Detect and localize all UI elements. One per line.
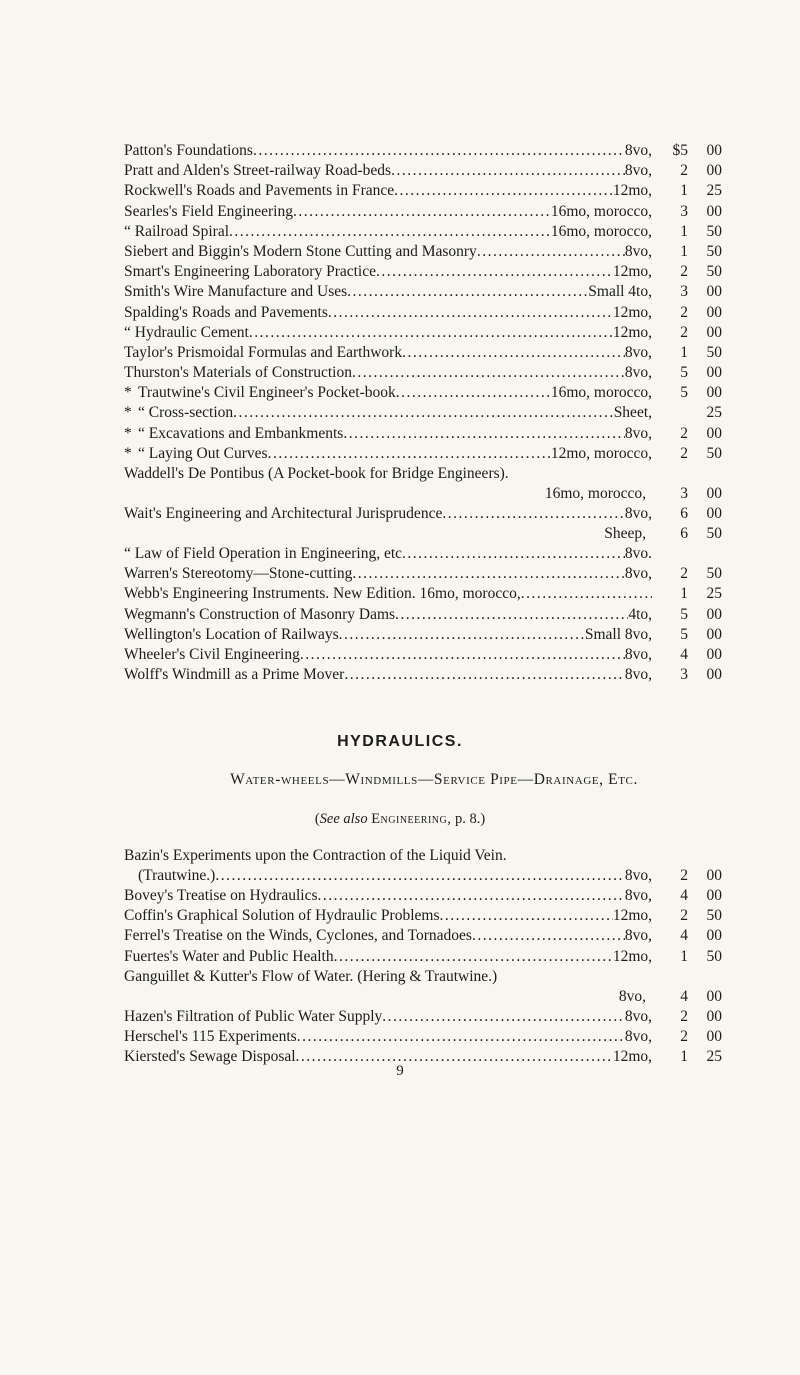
entry-format: 8vo,: [624, 645, 652, 663]
entry-title: * “ Cross-section: [124, 403, 233, 423]
entry-price: 1 25: [680, 585, 722, 603]
entry-price: 4 00: [680, 887, 722, 904]
entry-price: [664, 544, 744, 564]
entry-format: 8vo,: [618, 988, 646, 1006]
entry-price: 2 50: [680, 444, 722, 462]
entry-title: Bazin's Experiments upon the Contraction of the Liquid Vein.: [124, 847, 507, 864]
entry-format: 16mo, morocco,: [550, 222, 652, 240]
entry-row: [124, 625, 744, 645]
entry-title: Herschel's 115 Experiments: [124, 1028, 297, 1046]
entry-price: $5 00: [672, 142, 722, 159]
entry-row: [124, 323, 744, 343]
entry-format: 16mo, morocco,: [550, 384, 652, 402]
entry-row: [124, 564, 744, 584]
entry-format: 12mo,: [612, 1048, 652, 1066]
entry-price: 3 00: [680, 283, 722, 301]
entry-price: 3 00: [680, 666, 722, 684]
entry-title: Siebert and Biggin's Modern Stone Cutting and Masonry: [124, 242, 477, 260]
entry-price: 6 00: [680, 505, 722, 522]
entry-title: Ferrel's Treatise on the Winds, Cyclones, and Tornadoes: [124, 927, 472, 945]
entry-row: [124, 161, 744, 181]
entry-row: [124, 282, 744, 302]
entry-row: [124, 202, 744, 222]
entry-title: Bovey's Treatise on Hydraulics: [124, 887, 318, 904]
hydraulics-list-continued: [124, 1007, 744, 1068]
entry-format: 8vo,: [624, 1028, 652, 1046]
entry-price: 1 50: [680, 242, 722, 260]
section-subheading: Water-wheels—Windmills—Service Pipe—Drainage, Etc.: [230, 771, 638, 788]
entry-format-line: [124, 484, 744, 504]
entry-format: 16mo, morocco,: [544, 485, 646, 503]
entry-format: 8vo,: [624, 927, 652, 945]
entry-row: [124, 222, 744, 242]
entry-price: 1 50: [680, 947, 722, 965]
entry-title: Ganguillet & Kutter's Flow of Water. (Hering & Trautwine.): [124, 968, 498, 985]
entry-price: 5 00: [680, 384, 722, 402]
entry-title: * “ Laying Out Curves: [124, 444, 268, 464]
entry-price: 2 50: [680, 565, 722, 583]
entry-title: * “ Excavations and Embankments: [124, 424, 343, 444]
waddell-entry: [124, 464, 744, 504]
entry-row: [124, 947, 744, 967]
entry-subtitle: (Trautwine.): [138, 867, 216, 885]
entry-title-line: [124, 846, 744, 866]
entry-price: 1 25: [680, 1048, 722, 1066]
entry-format: 12mo,: [612, 907, 652, 925]
entry-title: Waddell's De Pontibus (A Pocket-book for Bridge Engineers).: [124, 465, 509, 482]
entry-row: [124, 866, 744, 886]
entry-row: [124, 403, 744, 423]
entry-title: Wolff's Windmill as a Prime Mover: [124, 666, 345, 684]
entry-price: 5 00: [680, 364, 722, 382]
entry-format: 12mo,: [612, 263, 652, 281]
entry-format: 8vo,: [624, 565, 652, 583]
entry-price: 3 00: [680, 485, 722, 503]
entry-format: 8vo,: [624, 666, 652, 684]
entry-price: 5 00: [680, 625, 722, 643]
entry-price: 1 50: [680, 222, 722, 240]
entry-title: Rockwell's Roads and Pavements in France: [124, 182, 395, 200]
entry-title: Coffin's Graphical Solution of Hydraulic Problems: [124, 907, 440, 925]
entry-price: 5 00: [680, 605, 722, 623]
entry-title: Patton's Foundations: [124, 142, 253, 159]
entry-price: 3 00: [680, 202, 722, 220]
entry-row: [124, 886, 744, 906]
entry-row: [124, 343, 744, 363]
entry-row: [124, 504, 744, 524]
entry-row: [124, 665, 744, 685]
entry-format: 12mo,: [612, 323, 652, 341]
entry-row: [124, 906, 744, 926]
entry-title: * Trautwine's Civil Engineer's Pocket-book: [124, 383, 396, 403]
entry-title: Smart's Engineering Laboratory Practice: [124, 263, 376, 281]
asterisk-mark: *: [124, 424, 132, 442]
entry-row: [124, 424, 744, 444]
entry-format: 8vo,: [624, 364, 652, 382]
entry-format: 8vo,: [624, 505, 652, 522]
entry-title: Wegmann's Construction of Masonry Dams: [124, 605, 396, 623]
entry-title: Webb's Engineering Instruments. New Edition. 16mo, morocco,: [124, 585, 521, 603]
entry-format: 12mo, morocco,: [550, 444, 652, 462]
entry-price: 2 50: [680, 263, 722, 281]
entry-title: Searles's Field Engineering: [124, 202, 293, 220]
engineering-list: [124, 141, 744, 464]
entry-row: [124, 363, 744, 383]
entry-title: Kiersted's Sewage Disposal: [124, 1048, 296, 1066]
entry-title: Wheeler's Civil Engineering: [124, 645, 300, 663]
entry-format: 12mo,: [612, 182, 652, 200]
entry-price: 2 50: [680, 907, 722, 925]
entry-row: [124, 926, 744, 946]
entry-row: [124, 242, 744, 262]
entry-price: 2 00: [680, 303, 722, 321]
entry-price: 1 50: [680, 343, 722, 361]
entry-row: [124, 544, 744, 564]
entry-format: 8vo,: [624, 867, 652, 885]
entry-price: 2 00: [680, 867, 722, 885]
entry-format: 4to,: [628, 605, 652, 623]
entry-price: 25: [706, 404, 722, 422]
page-number: 9: [396, 1063, 404, 1079]
engineering-list-continued: [124, 544, 744, 685]
entry-format: Small 8vo,: [584, 625, 652, 643]
entry-row: [124, 303, 744, 323]
entry-price: 1 25: [680, 182, 722, 200]
cross-reference-note: (See also Engineering, p. 8.): [314, 811, 486, 827]
entry-title: Hazen's Filtration of Public Water Supply: [124, 1008, 383, 1025]
entry-row: [124, 181, 744, 201]
entry-format: 8vo,: [624, 242, 652, 260]
entry-price: 6 50: [680, 525, 722, 543]
entry-format: Sheep,: [604, 525, 646, 543]
entry-row: [124, 141, 744, 161]
entry-row: [124, 605, 744, 625]
entry-title: “ Law of Field Operation in Engineering, etc: [124, 545, 403, 562]
entry-row: [124, 584, 744, 604]
bazin-entry: [124, 846, 744, 886]
asterisk-mark: *: [124, 384, 132, 402]
entry-price: 4 00: [680, 645, 722, 663]
entry-format: 12mo,: [612, 947, 652, 965]
entry-title: Pratt and Alden's Street-railway Road-beds: [124, 162, 392, 180]
entry-format: 8vo,: [624, 887, 652, 904]
entry-title: “ Railroad Spiral: [124, 222, 230, 240]
asterisk-mark: *: [124, 404, 132, 422]
entry-price: 2 00: [680, 424, 722, 442]
entry-row: [124, 444, 744, 464]
entry-title: Wellington's Location of Railways: [124, 625, 339, 643]
entry-title: Smith's Wire Manufacture and Uses: [124, 283, 348, 301]
entry-format: 16mo, morocco,: [550, 202, 652, 220]
entry-row: [124, 1027, 744, 1047]
wait-entry: [124, 504, 744, 544]
entry-row: [124, 645, 744, 665]
entry-alt-line: [124, 524, 744, 544]
entry-title: Wait's Engineering and Architectural Jurisprudence: [124, 505, 443, 522]
entry-format: 8vo,: [624, 424, 652, 442]
entry-row: [124, 262, 744, 282]
entry-title-line: [124, 967, 744, 987]
hydraulics-list: [124, 886, 744, 967]
entry-price: 2 00: [680, 1028, 722, 1046]
entry-title: Fuertes's Water and Public Health: [124, 947, 334, 965]
entry-title-line: [124, 464, 744, 484]
entry-price: 4 00: [680, 927, 722, 945]
entry-format: 12mo,: [612, 303, 652, 321]
entry-title: Thurston's Materials of Construction: [124, 364, 352, 382]
entry-price: 2 00: [680, 1008, 722, 1025]
entry-title: Taylor's Prismoidal Formulas and Earthwork: [124, 343, 403, 361]
entry-format-line: [124, 987, 744, 1007]
entry-format: Small 4to,: [588, 283, 652, 301]
entry-title: Warren's Stereotomy—Stone-cutting: [124, 565, 353, 583]
ganguillet-entry: [124, 967, 744, 1007]
entry-price: 2 00: [680, 323, 722, 341]
asterisk-mark: *: [124, 444, 132, 462]
entry-format: 8vo,: [624, 142, 652, 159]
entry-format: 8vo,: [624, 162, 652, 180]
entry-price: 4 00: [680, 988, 722, 1006]
entry-title: “ Hydraulic Cement: [124, 323, 249, 341]
entry-price: 2 00: [680, 162, 722, 180]
entry-row: [124, 1007, 744, 1027]
entry-format: 8vo.: [624, 545, 652, 562]
section-heading: HYDRAULICS.: [337, 733, 463, 750]
entry-format: Sheet,: [613, 404, 652, 422]
entry-format: 8vo,: [624, 1008, 652, 1025]
entry-title: Spalding's Roads and Pavements: [124, 303, 328, 321]
entry-format: 8vo,: [624, 343, 652, 361]
entry-row: [124, 383, 744, 403]
